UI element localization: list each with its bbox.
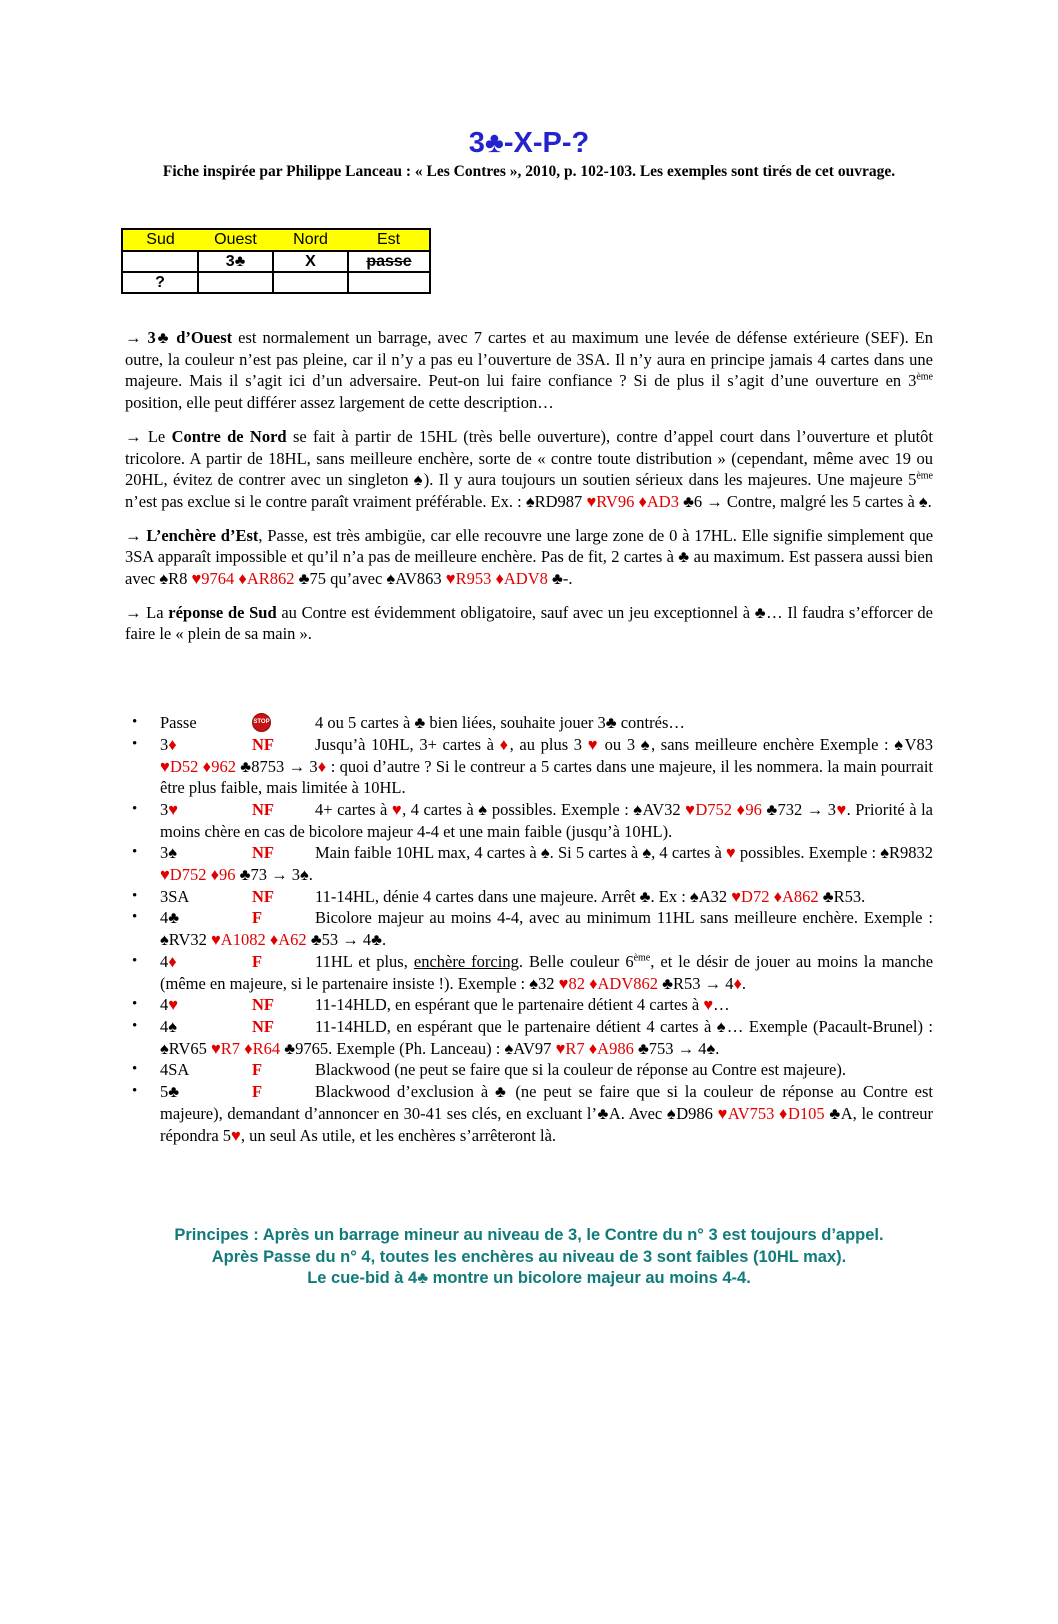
text-run: 3♣ d’Ouest [147, 328, 233, 347]
text-run: ♥D52 ♦962 [160, 756, 237, 776]
text-run: réponse de Sud [168, 602, 277, 622]
table-row [122, 251, 430, 272]
document-page [125, 127, 933, 1290]
text-run: ♥R953 ♦ADV8 [445, 569, 548, 589]
text-run: 11-14HLD, en espérant que le partenaire détient 4 cartes à [315, 995, 704, 1015]
text-run: 3 [160, 734, 169, 754]
text-run: , au plus 3 [509, 734, 588, 754]
bid-item [125, 907, 933, 950]
bid-item [125, 951, 933, 994]
bid-marker: NF [252, 1016, 274, 1036]
text-run: Blackwood (ne peut se faire que si la couleur de réponse au Contre est majeure). [315, 1060, 847, 1080]
text-run: ♥A1082 ♦A62 [211, 930, 307, 950]
paragraph [125, 426, 933, 513]
text-run: → [125, 525, 147, 545]
bid-label [160, 1016, 252, 1038]
bid-marker: NF [252, 734, 274, 754]
text-run: 4♠ [160, 1016, 178, 1036]
bid-marker: NF [252, 843, 274, 863]
principles [125, 1225, 933, 1290]
text-run: : quoi d’autre ? Si le contreur a 5 cartes dans une majeure, il les nommera. la main pourrait être plus faible, mais limitée à 10HL. [160, 756, 933, 798]
text-run: ♣A, le contreur répondra 5 [160, 1103, 933, 1145]
text-run: 5♣ [160, 1082, 180, 1102]
paragraph [125, 525, 933, 590]
text-run: n’est pas exclue si le contre paraît vraiment préférable. Ex. : ♠RD987 [125, 491, 587, 511]
text-run: Bicolore majeur au moins 4-4, avec au minimum 11HL sans meilleure enchère. Exemple : ♠RV32 [160, 908, 933, 950]
text-run: ♥AV753 ♦D105 [717, 1103, 825, 1123]
bid-marker: NF [252, 995, 274, 1015]
bid-description [315, 713, 685, 732]
text-run: ♥ [725, 843, 736, 863]
bullet-icon: • [132, 952, 138, 969]
principles-line: Après Passe du n° 4, toutes les enchères au niveau de 3 sont faibles (10HL max). [211, 1247, 847, 1266]
table-cell: ? [122, 272, 198, 293]
text-run: ♦ [733, 973, 742, 993]
text-run: est normalement un barrage, avec 7 cartes et au maximum une levée de défense extérieure (SEF). En outre, la couleur n’est pas pleine, car il n’y a pas eu l’ouverture de 3SA. Il n’y aura en principe jamais 4 cartes dans une majeure. Mais il s’agit ici d’un adversaire. Peut-on lui faire confiance ? Si de plus il s’agit d’une ouverture en 3 [125, 328, 934, 391]
paragraph [125, 602, 933, 645]
principles-line: Principes : Après un barrage mineur au niveau de 3, le Contre du n° 3 est toujours d’appel. [174, 1226, 884, 1245]
bid-label [160, 734, 252, 756]
text-run: … [713, 995, 730, 1015]
principles-line: Le cue-bid à 4♣ montre un bicolore majeur au moins 4-4. [307, 1269, 751, 1288]
bid-description [315, 995, 730, 1014]
bid-label [160, 951, 252, 973]
page-title: 3♣-X-P-? [468, 127, 590, 159]
table-header-cell: Sud [122, 229, 198, 251]
text-run: 3SA [160, 886, 190, 906]
bid-label [160, 712, 252, 734]
text-run: ♦ [317, 756, 327, 776]
bid-marker: NF [252, 799, 274, 819]
text-run: au Contre est évidemment obligatoire, sauf avec un jeu exceptionnel à ♣… Il faudra s’efforcer de faire le « plein de sa main ». [125, 602, 933, 644]
bid-description [315, 1060, 846, 1079]
text-run: ème [916, 371, 933, 383]
text-run: ♣6 → Contre, malgré les 5 cartes à ♠. [678, 491, 932, 511]
text-run: , Passe, est très ambigüe, car elle recouvre une large zone de 0 à 17HL. Elle signifie simplement que 3SA apparaît impossible et qu’il n’a pas de meilleure enchère. Pas de fit, 2 cartes à ♣ au maximum. Est passera aussi bien avec ♠R8 [125, 525, 934, 589]
bullet-icon: • [132, 996, 138, 1013]
bullet-icon: • [132, 887, 138, 904]
text-run: ♣732 → 3 [761, 799, 837, 819]
bid-item [125, 734, 933, 799]
bid-label [160, 842, 252, 864]
table-header-cell: Nord [273, 229, 348, 251]
bid-item [125, 1081, 933, 1146]
table-cell [198, 272, 273, 293]
text-run: Jusqu’à 10HL, 3+ cartes à [315, 734, 500, 754]
bid-item [125, 799, 933, 842]
table-header-cell: Ouest [198, 229, 273, 251]
page-subtitle: Fiche inspirée par Philippe Lanceau : « Les Contres », 2010, p. 102-103. Les exemples sont tirés de cet ouvrage. [162, 163, 896, 180]
text-run: Contre de Nord [171, 426, 287, 446]
text-run: , et le désir de jouer au moins la manche (même en majeure, si le partenaire insiste !). Exemple : ♠32 [160, 951, 934, 993]
text-run: position, elle peut différer assez largement de cette description… [125, 393, 554, 413]
table-cell: 3♣ [198, 251, 273, 272]
paragraph [125, 327, 933, 414]
table-cell: passe [348, 251, 430, 272]
text-run: Main faible 10HL max, 4 cartes à ♠. Si 5 cartes à ♠, 4 cartes à [315, 843, 726, 863]
text-run: 11-14HLD, en espérant que le partenaire détient 4 cartes à ♠… Exemple (Pacault-Brunel) : ♠RV65 [160, 1016, 933, 1058]
bidding-table-header [122, 229, 430, 251]
text-run: ♥ [587, 734, 600, 754]
bullet-icon: • [132, 1017, 138, 1034]
text-run: 4 [160, 951, 169, 971]
text-run: ♥ [168, 799, 179, 819]
text-run: . Priorité à la moins chère en cas de bicolore majeur 4-4 et une main faible (jusqu’à 10HL). [160, 799, 933, 841]
text-run: ♥ [703, 995, 714, 1015]
intro-paragraphs [125, 327, 933, 645]
bid-item [125, 1016, 933, 1059]
text-run: 4+ cartes à [315, 799, 392, 819]
text-run: ème [633, 952, 651, 964]
text-run: ♥R7 ♦A986 [555, 1038, 634, 1058]
bid-label [160, 886, 252, 908]
bid-marker: NF [252, 886, 274, 906]
text-run: ♥D72 ♦A862 [731, 886, 819, 906]
bid-description [315, 887, 865, 906]
table-row [122, 272, 430, 293]
bid-item [125, 886, 933, 908]
text-run: ♣8753 → 3 [236, 756, 318, 776]
bid-label [160, 799, 252, 821]
text-run: . [741, 973, 747, 993]
bid-marker: F [252, 1082, 263, 1102]
bid-item [125, 994, 933, 1016]
text-run: 11HL et plus, [315, 951, 414, 971]
table-cell [348, 272, 430, 293]
text-run: ♦ [499, 734, 510, 754]
text-run: 4♣ [160, 908, 180, 928]
bid-item [125, 712, 933, 734]
text-run: ♣75 qu’avec ♠AV863 [294, 569, 446, 589]
text-run: ♣9765. Exemple (Ph. Lanceau) : ♠AV97 [280, 1038, 556, 1058]
table-header-cell: Est [348, 229, 430, 251]
bid-label [160, 1059, 252, 1081]
text-run: 3 [160, 799, 169, 819]
text-run: 4SA [160, 1060, 190, 1080]
text-run: ♣753 → 4♠. [633, 1038, 720, 1058]
bullet-icon: • [132, 735, 138, 752]
text-run: . Belle couleur 6 [518, 951, 634, 971]
bullet-icon: • [132, 714, 138, 731]
text-run: se fait à partir de 15HL (très belle ouverture), contre d’appel court dans l’ouverture et plutôt tricolore. A partir de 18HL, sans meilleure enchère, sorte de « contre toute distribution » (cependant, même avec 19 ou 20HL, évitez de contrer avec un singleton ♠). Il y aura toujours un soutien sérieux dans les majeures. Une majeure 5 [125, 426, 933, 490]
text-run: ♥D752 ♦96 [685, 799, 762, 819]
text-run: 4 [160, 995, 169, 1015]
text-run: ♣R53 → 4 [658, 973, 734, 993]
text-run: 11-14HL, dénie 4 cartes dans une majeure. Arrêt ♣. Ex : ♠A32 [315, 886, 732, 906]
text-run: , 4 cartes à ♠ possibles. Exemple : ♠AV32 [402, 799, 686, 819]
bullet-icon: • [132, 800, 138, 817]
text-run: ♣53 → 4♣. [306, 930, 387, 950]
text-run: ♥R7 ♦R64 [211, 1038, 281, 1058]
text-run: , un seul As utile, et les enchères s’arrêteront là. [240, 1125, 557, 1145]
text-run: → La [125, 602, 169, 622]
bid-label [160, 994, 252, 1016]
text-run: → Le [125, 426, 172, 446]
text-run: ♥RV96 ♦AD3 [586, 491, 679, 511]
text-run: ♥D752 ♦96 [160, 865, 236, 885]
text-run: ♦ [168, 734, 177, 754]
text-run: ♥ [836, 799, 847, 819]
text-run: Blackwood d’exclusion à ♣ (ne peut se faire que si la couleur de réponse au Contre est majeure), demandant d’annoncer en 30-41 ses clés, en excluant l’♣A. Avec ♠D986 [160, 1082, 933, 1123]
text-run: ♥9764 ♦AR862 [191, 569, 295, 589]
bid-marker: F [252, 951, 263, 971]
text-run: enchère forcing [413, 951, 519, 971]
bullet-icon: • [132, 909, 138, 926]
bid-marker: F [252, 1060, 263, 1080]
bid-list [125, 712, 933, 1146]
bullet-icon: • [132, 1083, 138, 1100]
bid-label [160, 1081, 252, 1103]
text-run: ♥ [231, 1125, 241, 1145]
text-run: ♥82 ♦ADV862 [558, 973, 659, 993]
text-run: ♣-. [547, 569, 573, 589]
bid-marker: F [252, 908, 263, 928]
bid-label [160, 907, 252, 929]
text-run: ♥ [391, 799, 403, 819]
text-run: → [125, 328, 148, 347]
text-run: ème [916, 470, 933, 482]
text-run: ♦ [168, 951, 177, 971]
table-header-row [122, 229, 430, 251]
bullet-icon: • [132, 844, 138, 861]
bullet-icon: • [132, 1061, 138, 1078]
table-cell: X [273, 251, 348, 272]
bid-marker [252, 712, 315, 734]
text-run: Passe [160, 713, 197, 733]
bid-item [125, 842, 933, 885]
text-run: ♣73 → 3♠. [235, 865, 313, 885]
table-cell [273, 272, 348, 293]
text-run: 3♠ [160, 843, 178, 863]
bidding-table-body [122, 251, 430, 293]
stop-icon-label: STOP [253, 719, 270, 726]
bid-item [125, 1059, 933, 1081]
text-run: 4 ou 5 cartes à ♣ bien liées, souhaite jouer 3♣ contrés… [315, 713, 685, 733]
text-run: ♥ [168, 995, 179, 1015]
text-run: ou 3 ♠, sans meilleure enchère Exemple : ♠V83 [599, 734, 934, 754]
bidding-table [121, 228, 431, 294]
table-cell [122, 251, 198, 272]
text-run: ♣R53. [818, 886, 866, 906]
text-run: possibles. Exemple : ♠R9832 [735, 843, 934, 863]
stop-icon [252, 713, 271, 732]
text-run: L’enchère d’Est [146, 525, 259, 545]
